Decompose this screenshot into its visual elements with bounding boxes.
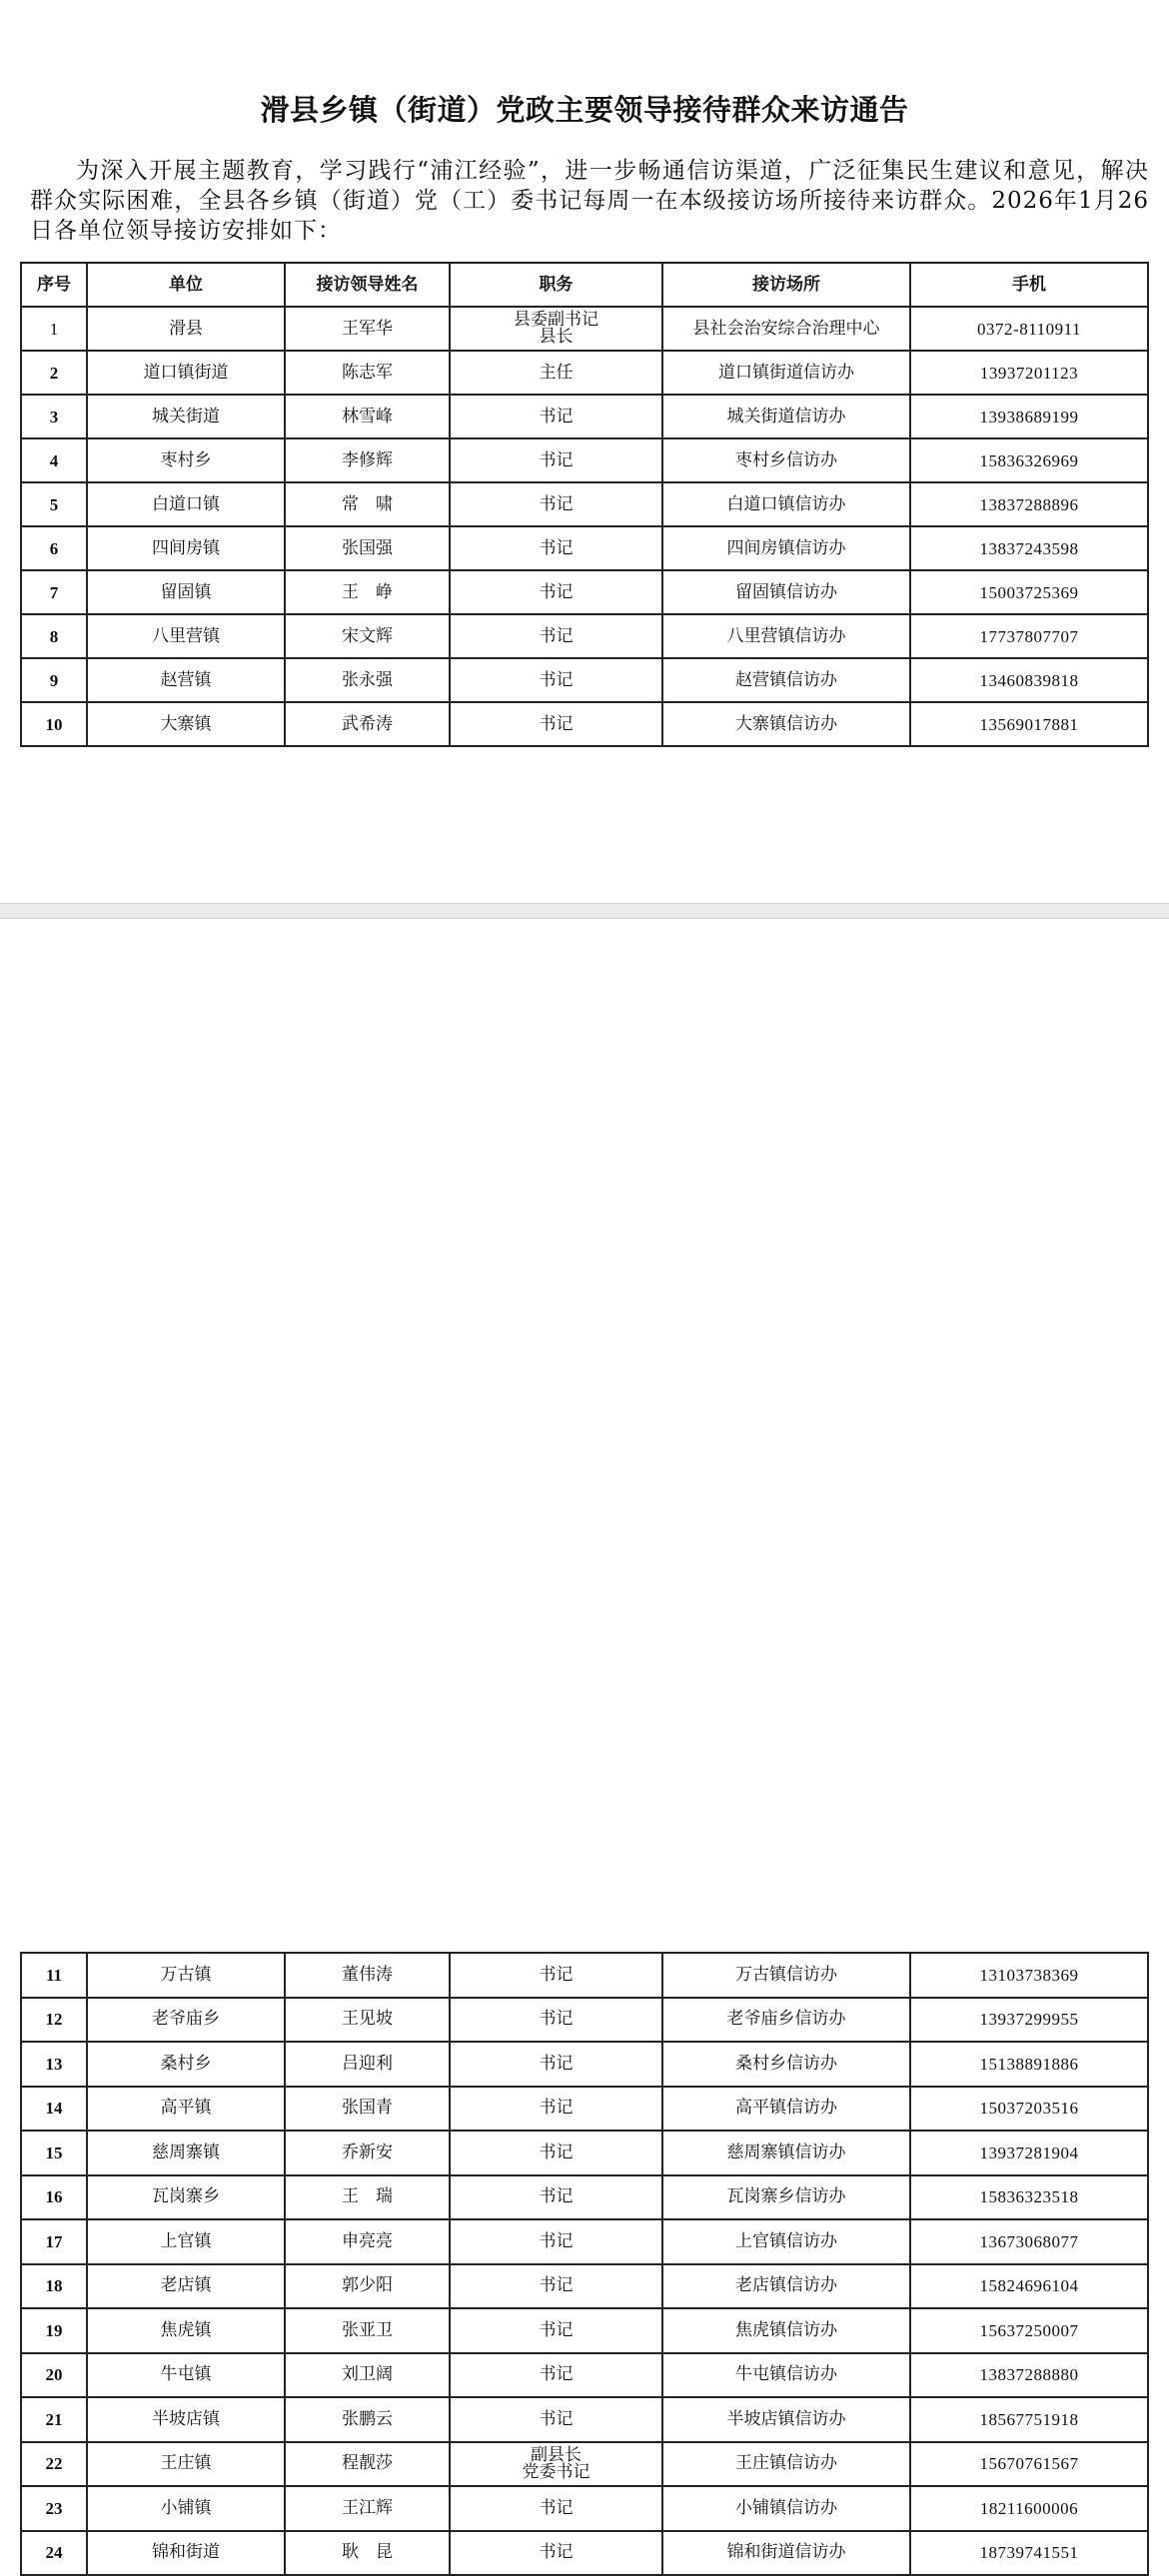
document-title: 滑县乡镇（街道）党政主要领导接待群众来访通告 [260, 93, 909, 127]
cell-position: 书记 [450, 2087, 662, 2132]
cell-phone: 18739741551 [910, 2531, 1148, 2576]
cell-leader-name: 董伟涛 [285, 1953, 450, 1998]
table-row [21, 526, 1148, 570]
cell-place: 半坡店镇信访办 [662, 2397, 910, 2442]
cell-no: 20 [21, 2353, 87, 2398]
table-row [21, 702, 1148, 746]
cell-place: 慈周寨镇信访办 [662, 2131, 910, 2175]
header-phone: 手机 [910, 263, 1148, 307]
cell-no: 13 [21, 2042, 87, 2087]
cell-place: 大寨镇信访办 [662, 702, 910, 746]
cell-unit: 赵营镇 [87, 658, 285, 702]
cell-position: 书记 [450, 1953, 662, 1998]
cell-phone: 13937299955 [910, 1998, 1148, 2043]
cell-place: 道口镇街道信访办 [662, 351, 910, 395]
table-row [21, 570, 1148, 614]
cell-place: 小铺镇信访办 [662, 2486, 910, 2531]
header-unit: 单位 [87, 263, 285, 307]
cell-phone: 0372-8110911 [910, 307, 1148, 351]
table-header-row [21, 263, 1148, 307]
cell-leader-name: 王军华 [285, 307, 450, 351]
cell-leader-name: 林雪峰 [285, 395, 450, 438]
cell-place: 锦和街道信访办 [662, 2531, 910, 2576]
header-position: 职务 [450, 263, 662, 307]
cell-unit: 老店镇 [87, 2264, 285, 2309]
cell-unit: 滑县 [87, 307, 285, 351]
cell-place: 万古镇信访办 [662, 1953, 910, 1998]
cell-unit: 王庄镇 [87, 2442, 285, 2487]
cell-place: 桑村乡信访办 [662, 2042, 910, 2087]
cell-phone: 13837288896 [910, 482, 1148, 526]
cell-phone: 13937201123 [910, 351, 1148, 395]
cell-unit: 上官镇 [87, 2219, 285, 2264]
cell-phone: 15824696104 [910, 2264, 1148, 2309]
cell-no: 3 [21, 395, 87, 438]
cell-position: 书记 [450, 2531, 662, 2576]
cell-leader-name: 张亚卫 [285, 2308, 450, 2353]
cell-position: 书记 [450, 2397, 662, 2442]
cell-no: 4 [21, 438, 87, 482]
cell-position: 书记 [450, 2264, 662, 2309]
reception-schedule-table-part-1 [20, 262, 1149, 747]
table-row [21, 1953, 1148, 1998]
cell-leader-name: 李修辉 [285, 438, 450, 482]
cell-place: 上官镇信访办 [662, 2219, 910, 2264]
cell-position: 书记 [450, 482, 662, 526]
cell-leader-name: 乔新安 [285, 2131, 450, 2175]
table-body-part-2 [21, 1953, 1148, 2575]
cell-place: 白道口镇信访办 [662, 482, 910, 526]
cell-leader-name: 张鹏云 [285, 2397, 450, 2442]
table-row [21, 2264, 1148, 2309]
cell-place: 留固镇信访办 [662, 570, 910, 614]
table-row [21, 351, 1148, 395]
cell-leader-name: 郭少阳 [285, 2264, 450, 2309]
cell-unit: 留固镇 [87, 570, 285, 614]
cell-leader-name: 刘卫阔 [285, 2353, 450, 2398]
cell-no: 5 [21, 482, 87, 526]
cell-no: 24 [21, 2531, 87, 2576]
header-place: 接访场所 [662, 263, 910, 307]
cell-phone: 15003725369 [910, 570, 1148, 614]
cell-position: 书记 [450, 526, 662, 570]
cell-unit: 白道口镇 [87, 482, 285, 526]
table-row [21, 2219, 1148, 2264]
table-row [21, 2442, 1148, 2487]
position-line-1: 县委副书记 [514, 310, 598, 330]
cell-unit: 焦虎镇 [87, 2308, 285, 2353]
header-no: 序号 [21, 263, 87, 307]
cell-position: 书记 [450, 658, 662, 702]
cell-unit: 桑村乡 [87, 2042, 285, 2087]
cell-position: 书记 [450, 2042, 662, 2087]
cell-leader-name: 武希涛 [285, 702, 450, 746]
cell-leader-name: 程靓莎 [285, 2442, 450, 2487]
cell-phone: 15670761567 [910, 2442, 1148, 2487]
cell-unit: 高平镇 [87, 2087, 285, 2132]
position-line-2: 县长 [539, 327, 574, 347]
table-row [21, 438, 1148, 482]
cell-place: 瓦岗寨乡信访办 [662, 2175, 910, 2220]
cell-no: 21 [21, 2397, 87, 2442]
cell-phone: 13673068077 [910, 2219, 1148, 2264]
cell-no: 10 [21, 702, 87, 746]
cell-phone: 13460839818 [910, 658, 1148, 702]
cell-position: 主任 [450, 351, 662, 395]
cell-phone: 15637250007 [910, 2308, 1148, 2353]
table-row [21, 1998, 1148, 2043]
table-row [21, 307, 1148, 351]
cell-leader-name: 张国强 [285, 526, 450, 570]
cell-leader-name: 耿 昆 [285, 2531, 450, 2576]
cell-unit: 牛屯镇 [87, 2353, 285, 2398]
cell-unit: 枣村乡 [87, 438, 285, 482]
cell-position [450, 2442, 662, 2487]
cell-position: 书记 [450, 1998, 662, 2043]
cell-phone: 13569017881 [910, 702, 1148, 746]
table-row [21, 2087, 1148, 2132]
document-page-2 [0, 919, 1169, 2563]
cell-no: 14 [21, 2087, 87, 2132]
cell-no: 18 [21, 2264, 87, 2309]
cell-position: 书记 [450, 2175, 662, 2220]
cell-unit: 四间房镇 [87, 526, 285, 570]
document-page-1 [0, 0, 1169, 903]
cell-phone: 13837243598 [910, 526, 1148, 570]
table-row [21, 2131, 1148, 2175]
cell-no: 12 [21, 1998, 87, 2043]
intro-paragraph: 为深入开展主题教育，学习践行“浦江经验”，进一步畅通信访渠道，广泛征集民生建议和意见，解决群众实际困难，全县各乡镇（街道）党（工）委书记每周一在本级接访场所接待来访群众。2026年1月26日各单位领导接访安排如下： [30, 158, 1149, 244]
cell-leader-name: 王江辉 [285, 2486, 450, 2531]
cell-place: 四间房镇信访办 [662, 526, 910, 570]
cell-place: 高平镇信访办 [662, 2087, 910, 2132]
cell-position: 书记 [450, 2308, 662, 2353]
cell-no: 6 [21, 526, 87, 570]
cell-unit: 小铺镇 [87, 2486, 285, 2531]
cell-no: 1 [21, 307, 87, 351]
table-row [21, 2175, 1148, 2220]
cell-no: 23 [21, 2486, 87, 2531]
header-leader-name: 接访领导姓名 [285, 263, 450, 307]
cell-place: 枣村乡信访办 [662, 438, 910, 482]
page-separator [0, 903, 1169, 919]
cell-leader-name: 张国青 [285, 2087, 450, 2132]
cell-position: 书记 [450, 614, 662, 658]
cell-unit: 老爷庙乡 [87, 1998, 285, 2043]
table-row [21, 2353, 1148, 2398]
table-row [21, 2397, 1148, 2442]
cell-position: 书记 [450, 2353, 662, 2398]
cell-phone: 18211600006 [910, 2486, 1148, 2531]
cell-leader-name: 张永强 [285, 658, 450, 702]
cell-place: 县社会治安综合治理中心 [662, 307, 910, 351]
cell-leader-name: 王见坡 [285, 1998, 450, 2043]
cell-no: 17 [21, 2219, 87, 2264]
cell-place: 老爷庙乡信访办 [662, 1998, 910, 2043]
table-body-part-1 [21, 307, 1148, 746]
cell-position: 书记 [450, 570, 662, 614]
cell-position: 书记 [450, 438, 662, 482]
cell-no: 9 [21, 658, 87, 702]
cell-leader-name: 王 瑞 [285, 2175, 450, 2220]
cell-unit: 慈周寨镇 [87, 2131, 285, 2175]
cell-position: 书记 [450, 395, 662, 438]
cell-phone: 15138891886 [910, 2042, 1148, 2087]
cell-position: 书记 [450, 2219, 662, 2264]
cell-no: 15 [21, 2131, 87, 2175]
cell-no: 2 [21, 351, 87, 395]
cell-leader-name: 申亮亮 [285, 2219, 450, 2264]
cell-no: 8 [21, 614, 87, 658]
cell-unit: 八里营镇 [87, 614, 285, 658]
table-row [21, 658, 1148, 702]
table-row [21, 2042, 1148, 2087]
position-line-2: 党委书记 [522, 2461, 590, 2482]
cell-phone: 15836323518 [910, 2175, 1148, 2220]
table-row [21, 395, 1148, 438]
table-row [21, 2308, 1148, 2353]
table-row [21, 2531, 1148, 2576]
cell-phone: 15037203516 [910, 2087, 1148, 2132]
cell-place: 八里营镇信访办 [662, 614, 910, 658]
cell-place: 王庄镇信访办 [662, 2442, 910, 2487]
cell-leader-name: 陈志军 [285, 351, 450, 395]
cell-place: 焦虎镇信访办 [662, 2308, 910, 2353]
cell-unit: 锦和街道 [87, 2531, 285, 2576]
cell-leader-name: 常 啸 [285, 482, 450, 526]
cell-position: 书记 [450, 702, 662, 746]
cell-unit: 大寨镇 [87, 702, 285, 746]
cell-phone: 18567751918 [910, 2397, 1148, 2442]
cell-phone: 13938689199 [910, 395, 1148, 438]
reception-schedule-table-part-2 [20, 1952, 1149, 2576]
cell-phone: 13837288880 [910, 2353, 1148, 2398]
cell-phone: 15836326969 [910, 438, 1148, 482]
cell-place: 牛屯镇信访办 [662, 2353, 910, 2398]
cell-no: 19 [21, 2308, 87, 2353]
cell-phone: 17737807707 [910, 614, 1148, 658]
cell-phone: 13937281904 [910, 2131, 1148, 2175]
cell-leader-name: 王 峥 [285, 570, 450, 614]
cell-leader-name: 宋文辉 [285, 614, 450, 658]
table-row [21, 614, 1148, 658]
cell-no: 22 [21, 2442, 87, 2487]
table-row [21, 482, 1148, 526]
cell-position: 书记 [450, 2131, 662, 2175]
table-row [21, 2486, 1148, 2531]
cell-no: 16 [21, 2175, 87, 2220]
position-line-1: 副县长 [531, 2444, 582, 2465]
cell-position: 书记 [450, 2486, 662, 2531]
cell-unit: 瓦岗寨乡 [87, 2175, 285, 2220]
cell-unit: 城关街道 [87, 395, 285, 438]
cell-unit: 道口镇街道 [87, 351, 285, 395]
cell-place: 老店镇信访办 [662, 2264, 910, 2309]
cell-position [450, 307, 662, 351]
cell-no: 11 [21, 1953, 87, 1998]
cell-unit: 万古镇 [87, 1953, 285, 1998]
cell-place: 城关街道信访办 [662, 395, 910, 438]
cell-leader-name: 吕迎利 [285, 2042, 450, 2087]
cell-phone: 13103738369 [910, 1953, 1148, 1998]
cell-place: 赵营镇信访办 [662, 658, 910, 702]
cell-no: 7 [21, 570, 87, 614]
cell-unit: 半坡店镇 [87, 2397, 285, 2442]
